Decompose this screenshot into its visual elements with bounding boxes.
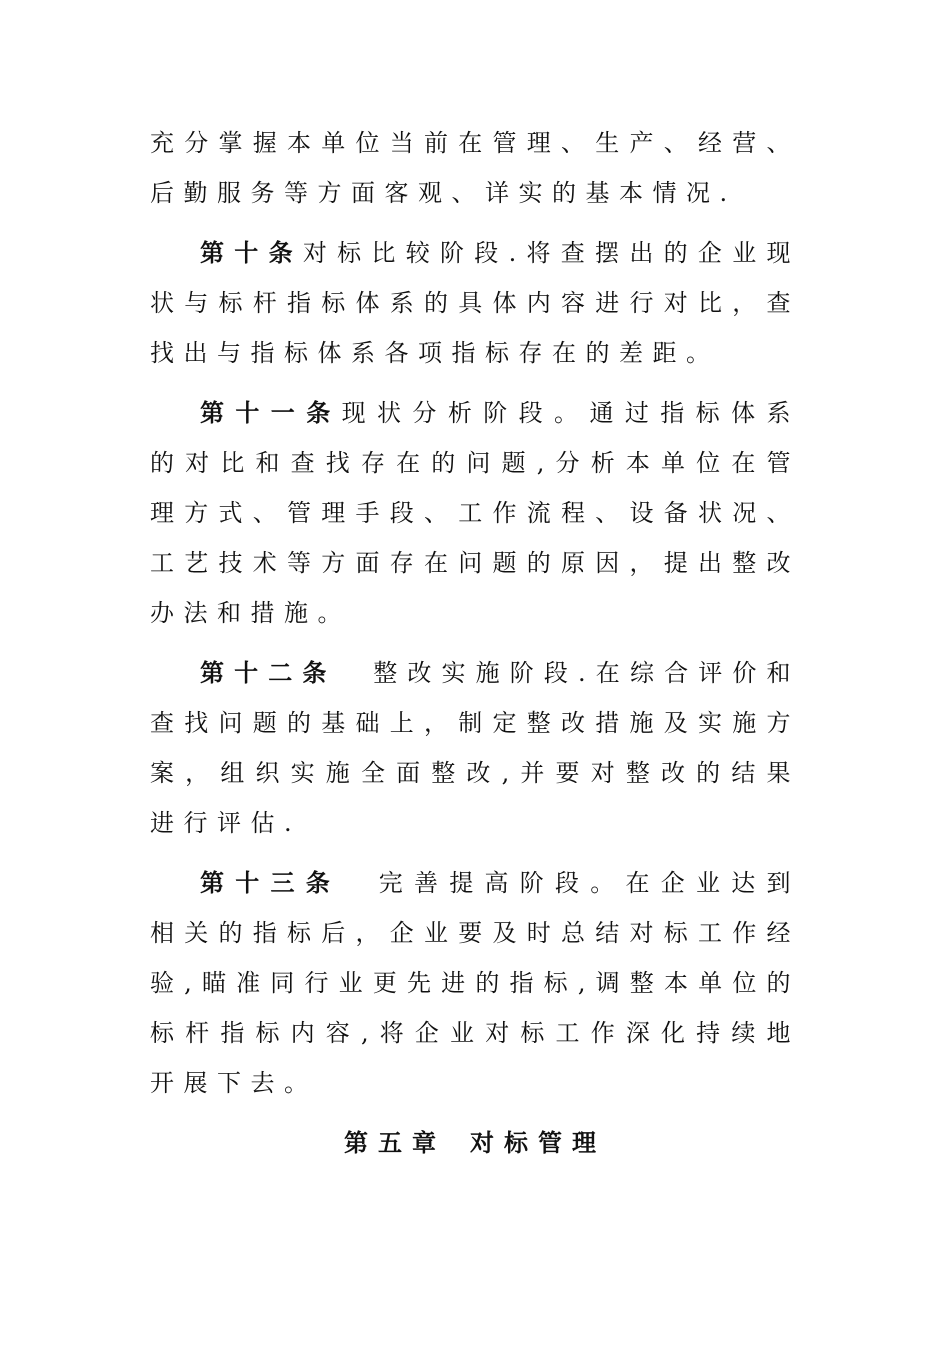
chapter-heading: [150, 1118, 800, 1168]
article-10: [150, 228, 800, 378]
article-12: [150, 648, 800, 848]
chapter-title: 对标管理: [470, 1128, 606, 1157]
article-heading: 第十一条: [200, 398, 342, 427]
article-heading: 第十条: [200, 238, 303, 267]
chapter-number: 第五章: [344, 1128, 446, 1157]
article-heading: 第十三条: [200, 868, 341, 897]
article-text: 完善提高阶段。在企业达到相关的指标后，企业要及时总结对标工作经验,瞄准同行业更先进的指标,调整本单位的标杆指标内容,将企业对标工作深化持续地开展下去。: [150, 869, 800, 1097]
article-text: 对标比较阶段.将查摆出的企业现状与标杆指标体系的具体内容进行对比，查找出与指标体系各项指标存在的差距。: [150, 239, 800, 367]
article-text: 现状分析阶段。通过指标体系的对比和查找存在的问题,分析本单位在管理方式、管理手段、工作流程、设备状况、工艺技术等方面存在问题的原因，提出整改办法和措施。: [150, 399, 800, 627]
article-text: 整改实施阶段.在综合评价和查找问题的基础上，制定整改措施及实施方案，组织实施全面整改,并要对整改的结果进行评估.: [150, 659, 800, 837]
paragraph-text: 充分掌握本单位当前在管理、生产、经营、后勤服务等方面客观、详实的基本情况.: [150, 129, 800, 207]
document-page: [150, 118, 800, 1168]
article-heading: 第十二条: [200, 658, 337, 687]
article-11: [150, 388, 800, 638]
paragraph-continuation: [150, 118, 800, 218]
article-13: [150, 858, 800, 1108]
